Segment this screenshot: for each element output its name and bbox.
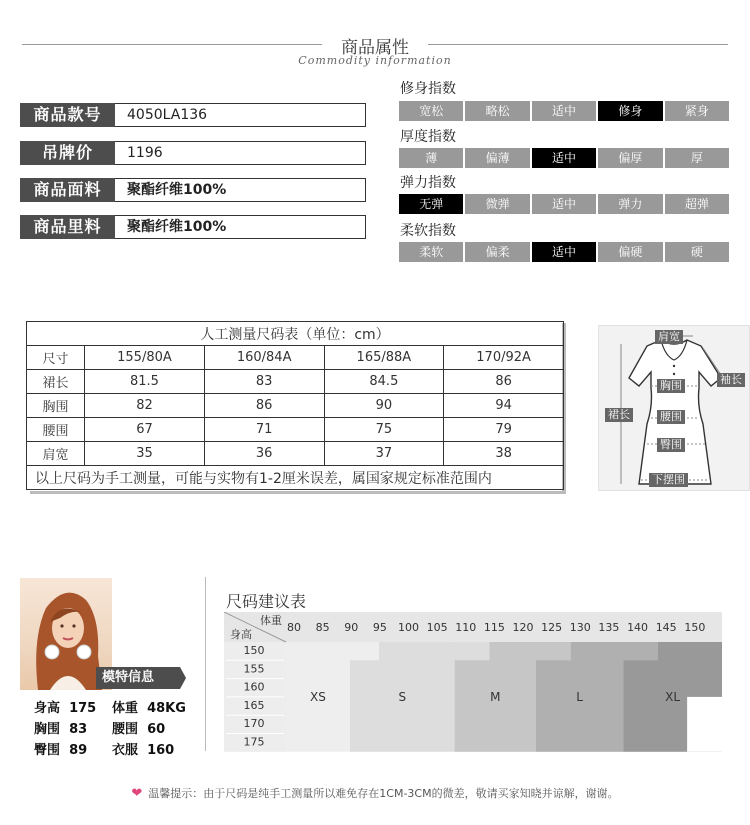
weight-tick: 110 bbox=[455, 621, 477, 634]
table-shadow bbox=[30, 491, 566, 494]
height-tick: 150 bbox=[243, 644, 265, 657]
dress-measurement-diagram bbox=[598, 325, 750, 491]
stat-value: 89 bbox=[69, 743, 88, 758]
weight-tick: 105 bbox=[426, 621, 448, 634]
table-header-row bbox=[27, 346, 564, 370]
size-band-step bbox=[623, 642, 658, 660]
weight-tick: 80 bbox=[287, 621, 301, 634]
stat-value: 60 bbox=[147, 722, 166, 737]
label-length: 裙长 bbox=[605, 408, 633, 422]
table-header-cell: 155/80A bbox=[85, 346, 205, 370]
property-key: 吊牌价 bbox=[20, 141, 115, 165]
section-subtitle: Commodity information bbox=[298, 54, 452, 67]
stat-label: 体重 bbox=[112, 701, 139, 716]
stat-label: 臀围 bbox=[34, 743, 61, 758]
size-band-label: L bbox=[576, 689, 583, 704]
table-cell: 81.5 bbox=[85, 370, 205, 394]
corner-label-height: 身高 bbox=[230, 628, 252, 641]
softness-index-title: 柔软指数 bbox=[400, 223, 456, 239]
stat-value: 160 bbox=[147, 743, 175, 758]
table-cell: 83 bbox=[204, 370, 324, 394]
model-stat-waist bbox=[112, 718, 165, 737]
table-cell: 37 bbox=[324, 442, 444, 466]
table-cell: 38 bbox=[444, 442, 564, 466]
height-tick: 175 bbox=[243, 735, 265, 749]
stat-label: 胸围 bbox=[34, 722, 61, 737]
index-option-selected: 修身 bbox=[598, 101, 662, 121]
stat-label: 腰围 bbox=[112, 722, 139, 737]
height-tick: 155 bbox=[243, 662, 265, 676]
thickness-index-title: 厚度指数 bbox=[400, 129, 456, 145]
table-cell: 腰围 bbox=[27, 418, 85, 442]
property-key: 商品面料 bbox=[20, 178, 115, 202]
size-band-step bbox=[455, 642, 490, 660]
table-cell: 67 bbox=[85, 418, 205, 442]
property-value: 1196 bbox=[115, 141, 366, 165]
label-hem: 下摆围 bbox=[649, 473, 688, 487]
table-cell: 75 bbox=[324, 418, 444, 442]
weight-tick: 135 bbox=[598, 621, 620, 634]
index-option: 略松 bbox=[465, 101, 529, 121]
table-cell: 79 bbox=[444, 418, 564, 442]
size-table bbox=[26, 321, 564, 490]
index-option: 紧身 bbox=[665, 101, 729, 121]
size-band-label: XS bbox=[310, 689, 326, 704]
height-tick: 170 bbox=[243, 717, 265, 731]
index-option: 偏薄 bbox=[465, 148, 529, 168]
weight-tick: 90 bbox=[344, 621, 359, 634]
property-row-tag-price bbox=[20, 141, 366, 165]
weight-tick: 150 bbox=[684, 621, 706, 634]
label-shoulder: 肩宽 bbox=[655, 330, 683, 344]
property-row-fabric bbox=[20, 178, 366, 202]
weight-tick: 125 bbox=[541, 621, 563, 634]
stat-label: 衣服 bbox=[112, 743, 139, 758]
index-option: 适中 bbox=[532, 194, 596, 214]
index-option: 弹力 bbox=[598, 194, 662, 214]
table-header-cell: 165/88A bbox=[324, 346, 444, 370]
size-band-step bbox=[536, 642, 571, 660]
section-divider bbox=[205, 577, 206, 751]
index-option-selected: 无弹 bbox=[399, 194, 463, 214]
stat-value: 83 bbox=[69, 722, 88, 737]
stat-value: 48KG bbox=[147, 701, 186, 716]
model-stat-height bbox=[34, 697, 96, 716]
table-cell: 94 bbox=[444, 394, 564, 418]
property-row-lining bbox=[20, 215, 366, 239]
index-option: 偏柔 bbox=[465, 242, 529, 262]
index-option: 宽松 bbox=[399, 101, 463, 121]
section-title: 商品属性 bbox=[0, 33, 750, 58]
table-row bbox=[27, 418, 564, 442]
index-option: 偏硬 bbox=[598, 242, 662, 262]
table-cell: 82 bbox=[85, 394, 205, 418]
table-cell: 90 bbox=[324, 394, 444, 418]
weight-tick: 95 bbox=[372, 621, 387, 634]
table-cell: 86 bbox=[204, 394, 324, 418]
size-table-caption: 人工测量尺码表（单位：cm） bbox=[27, 322, 564, 346]
heart-icon: ❤ bbox=[131, 786, 143, 801]
weight-tick: 85 bbox=[315, 621, 330, 634]
index-option: 超弹 bbox=[665, 194, 729, 214]
index-option-selected: 适中 bbox=[532, 148, 596, 168]
size-band-label: S bbox=[398, 689, 407, 704]
size-recommend-chart bbox=[224, 612, 722, 752]
property-key: 商品里料 bbox=[20, 215, 115, 239]
table-cell: 71 bbox=[204, 418, 324, 442]
model-stat-clothing bbox=[112, 739, 174, 758]
property-value: 聚酯纤维100% bbox=[115, 215, 366, 239]
table-row bbox=[27, 442, 564, 466]
model-info-badge: 模特信息 bbox=[96, 667, 180, 689]
model-stat-hip bbox=[34, 739, 87, 758]
table-cell: 86 bbox=[444, 370, 564, 394]
table-header-cell: 尺寸 bbox=[27, 346, 85, 370]
table-row bbox=[27, 370, 564, 394]
empty-cell bbox=[687, 697, 722, 752]
label-waist: 腰围 bbox=[657, 410, 685, 424]
fit-index-bar bbox=[399, 101, 729, 121]
table-cell: 84.5 bbox=[324, 370, 444, 394]
table-cell: 裙长 bbox=[27, 370, 85, 394]
index-option: 偏厚 bbox=[598, 148, 662, 168]
thickness-index-bar bbox=[399, 148, 729, 168]
weight-tick: 145 bbox=[655, 621, 677, 634]
model-stat-weight bbox=[112, 697, 186, 716]
property-key: 商品款号 bbox=[20, 103, 115, 127]
weight-tick: 140 bbox=[627, 621, 649, 634]
table-cell: 胸围 bbox=[27, 394, 85, 418]
size-band-step bbox=[350, 642, 379, 660]
model-stat-chest bbox=[34, 718, 87, 737]
stat-label: 身高 bbox=[34, 701, 61, 716]
stretch-index-title: 弹力指数 bbox=[400, 175, 456, 191]
property-value: 4050LA136 bbox=[115, 103, 366, 127]
index-option: 适中 bbox=[532, 101, 596, 121]
index-option-selected: 适中 bbox=[532, 242, 596, 262]
index-option: 薄 bbox=[399, 148, 463, 168]
footer-note bbox=[0, 785, 750, 801]
height-tick: 165 bbox=[243, 698, 265, 712]
label-sleeve: 袖长 bbox=[717, 373, 745, 387]
property-row-style-no bbox=[20, 103, 366, 127]
table-cell: 35 bbox=[85, 442, 205, 466]
stretch-index-bar bbox=[399, 194, 729, 214]
label-hip: 臀围 bbox=[657, 438, 685, 452]
size-band-label: XL bbox=[665, 689, 681, 704]
weight-tick: 120 bbox=[512, 621, 534, 634]
size-table-note: 以上尺码为手工测量，可能与实物有1-2厘米误差，属国家规定标准范围内 bbox=[27, 466, 564, 490]
label-chest: 胸围 bbox=[657, 379, 685, 393]
corner-label-weight: 体重 bbox=[260, 614, 282, 627]
softness-index-bar bbox=[399, 242, 729, 262]
table-cell: 肩宽 bbox=[27, 442, 85, 466]
property-value: 聚酯纤维100% bbox=[115, 178, 366, 202]
stat-value: 175 bbox=[69, 701, 97, 716]
weight-tick: 100 bbox=[398, 621, 420, 634]
index-option: 柔软 bbox=[399, 242, 463, 262]
table-header-cell: 170/92A bbox=[444, 346, 564, 370]
weight-tick: 115 bbox=[483, 621, 505, 634]
index-option: 厚 bbox=[665, 148, 729, 168]
index-option: 硬 bbox=[665, 242, 729, 262]
index-option: 微弹 bbox=[465, 194, 529, 214]
table-row bbox=[27, 394, 564, 418]
footer-text: 温馨提示：由于尺码是纯手工测量所以难免存在1CM-3CM的微差，敬请买家知晓并谅解，谢谢。 bbox=[148, 787, 619, 800]
size-band-label: M bbox=[490, 689, 501, 704]
table-header-cell: 160/84A bbox=[204, 346, 324, 370]
fit-index-title: 修身指数 bbox=[400, 81, 456, 97]
table-cell: 36 bbox=[204, 442, 324, 466]
height-tick: 160 bbox=[243, 680, 265, 694]
size-recommend-title: 尺码建议表 bbox=[226, 592, 307, 611]
weight-tick: 130 bbox=[569, 621, 591, 634]
